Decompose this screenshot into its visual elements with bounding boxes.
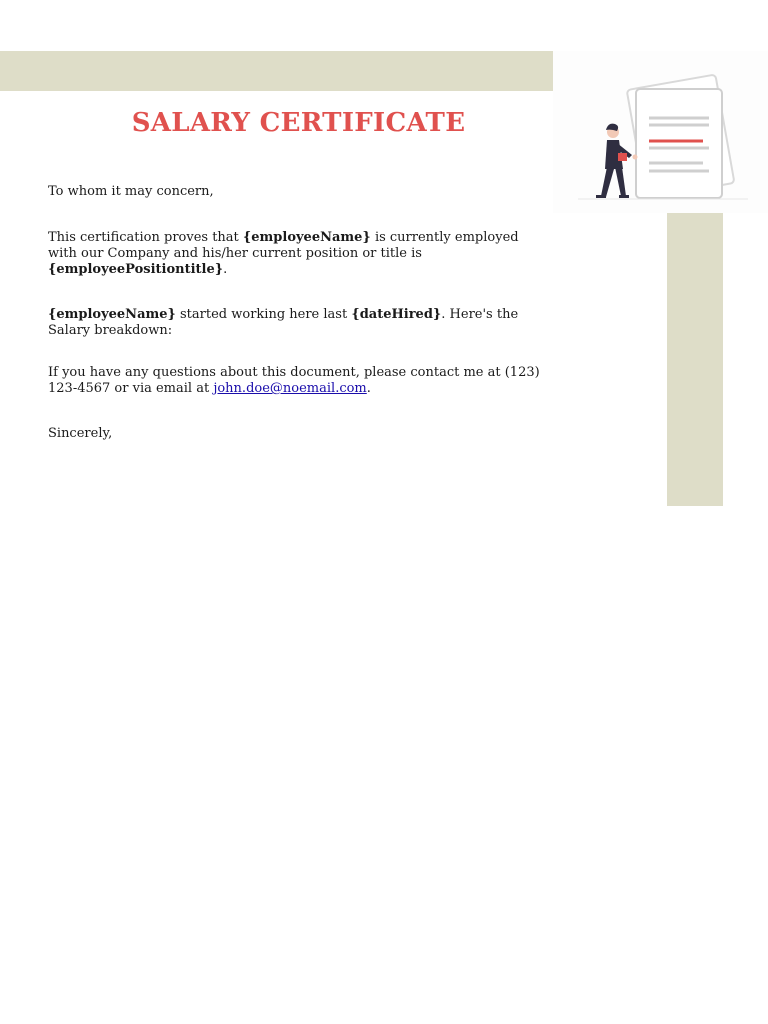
- contact-paragraph: If you have any questions about this document, please contact me at (123) 123-4567 or via email at john.doe@noemail.com.: [48, 365, 540, 396]
- certification-paragraph: This certification proves that {employeeName} is currently employed with our Company and his/her current position or title is {employeePositiontitle}.: [48, 230, 519, 277]
- page-title: SALARY CERTIFICATE: [131, 108, 466, 138]
- side-band: [667, 213, 723, 506]
- employee-name-placeholder: {employeeName}: [48, 307, 176, 322]
- employee-name-placeholder: {employeeName}: [242, 230, 371, 245]
- greeting: To whom it may concern,: [48, 184, 214, 199]
- date-hired-placeholder: {dateHired}: [351, 307, 442, 322]
- email-link[interactable]: john.doe@noemail.com: [213, 381, 367, 396]
- position-title-placeholder: {employeePositiontitle}: [48, 262, 224, 277]
- start-date-paragraph: {employeeName} started working here last {dateHired}. Here's the Salary breakdown:: [48, 307, 519, 338]
- closing: Sincerely,: [48, 426, 113, 441]
- header-band: [0, 51, 553, 91]
